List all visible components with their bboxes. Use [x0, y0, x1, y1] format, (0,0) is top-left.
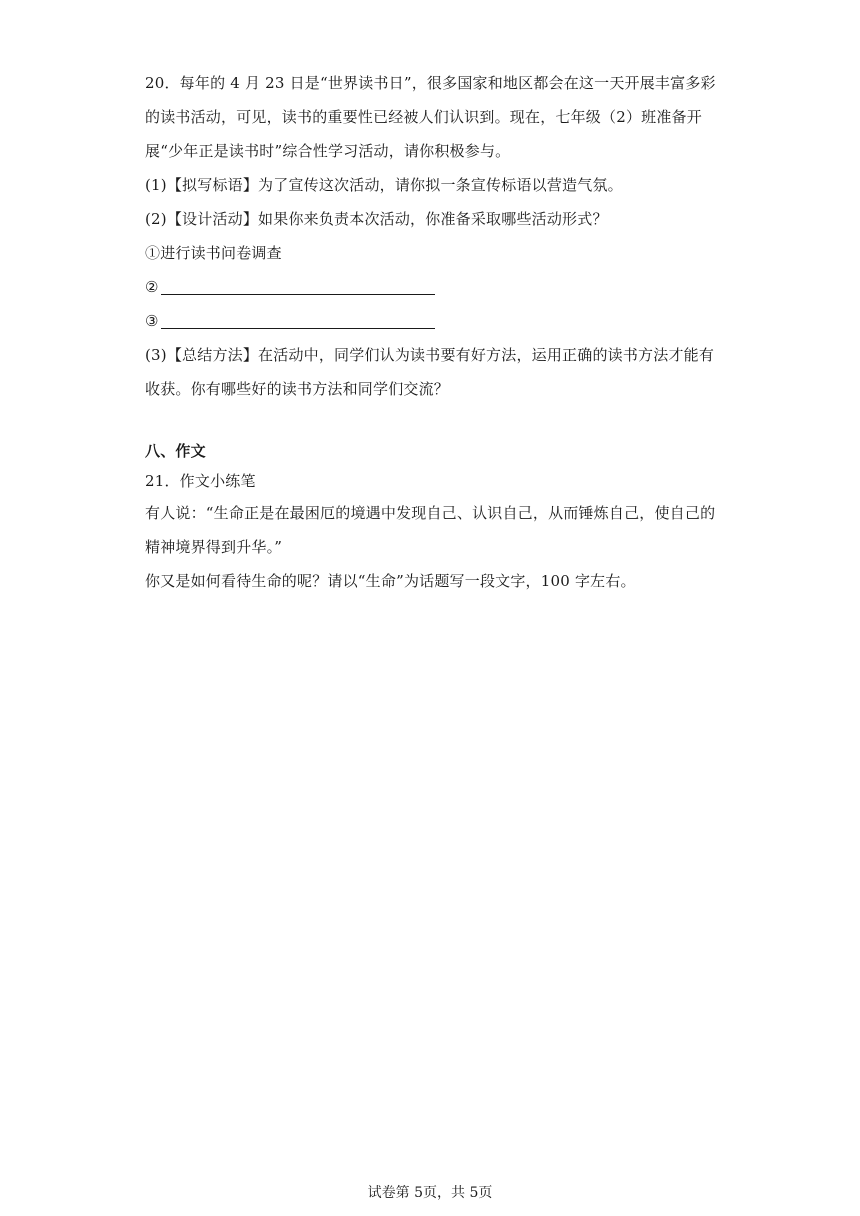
question-20-part-2: (2)【设计活动】如果你来负责本次活动，你准备采取哪些活动形式？	[145, 210, 608, 228]
section-spacer	[145, 406, 725, 436]
answer-blank-2[interactable]	[161, 276, 435, 295]
question-20-intro: 20．每年的 4 月 23 日是“世界读书日”，很多国家和地区都会在这一天开展丰富多彩的读书活动，可见，读书的重要性已经被人们认识到。现在，七年级（2）班准备开展“少年正是读书时”综合性学习活动，请你积极参与。	[145, 74, 716, 160]
item-2-marker: ②	[145, 278, 159, 296]
page-footer: 试卷第 5页，共 5页	[367, 1185, 493, 1201]
answer-blank-3[interactable]	[161, 310, 435, 329]
item-3-marker: ③	[145, 312, 159, 330]
section-8-title: 八、作文	[145, 442, 206, 460]
question-21-quote: 有人说：“生命正是在最困厄的境遇中发现自己、认识自己，从而锤炼自己，使自己的精神境界得到升华。”	[145, 504, 716, 556]
question-20-part-3: (3)【总结方法】在活动中，同学们认为读书要有好方法，运用正确的读书方法才能有收获。你有哪些好的读书方法和同学们交流？	[145, 346, 715, 398]
page-content	[145, 66, 725, 598]
question-20-part-1: (1)【拟写标语】为了宣传这次活动，请你拟一条宣传标语以营造气氛。	[145, 176, 623, 194]
activity-item-1: ①进行读书问卷调查	[145, 244, 282, 262]
activity-item-3	[145, 304, 725, 338]
question-21-prompt: 你又是如何看待生命的呢？请以“生命”为话题写一段文字，100 字左右。	[145, 572, 636, 590]
question-21-heading: 21．作文小练笔	[145, 472, 256, 490]
activity-item-2	[145, 270, 725, 304]
